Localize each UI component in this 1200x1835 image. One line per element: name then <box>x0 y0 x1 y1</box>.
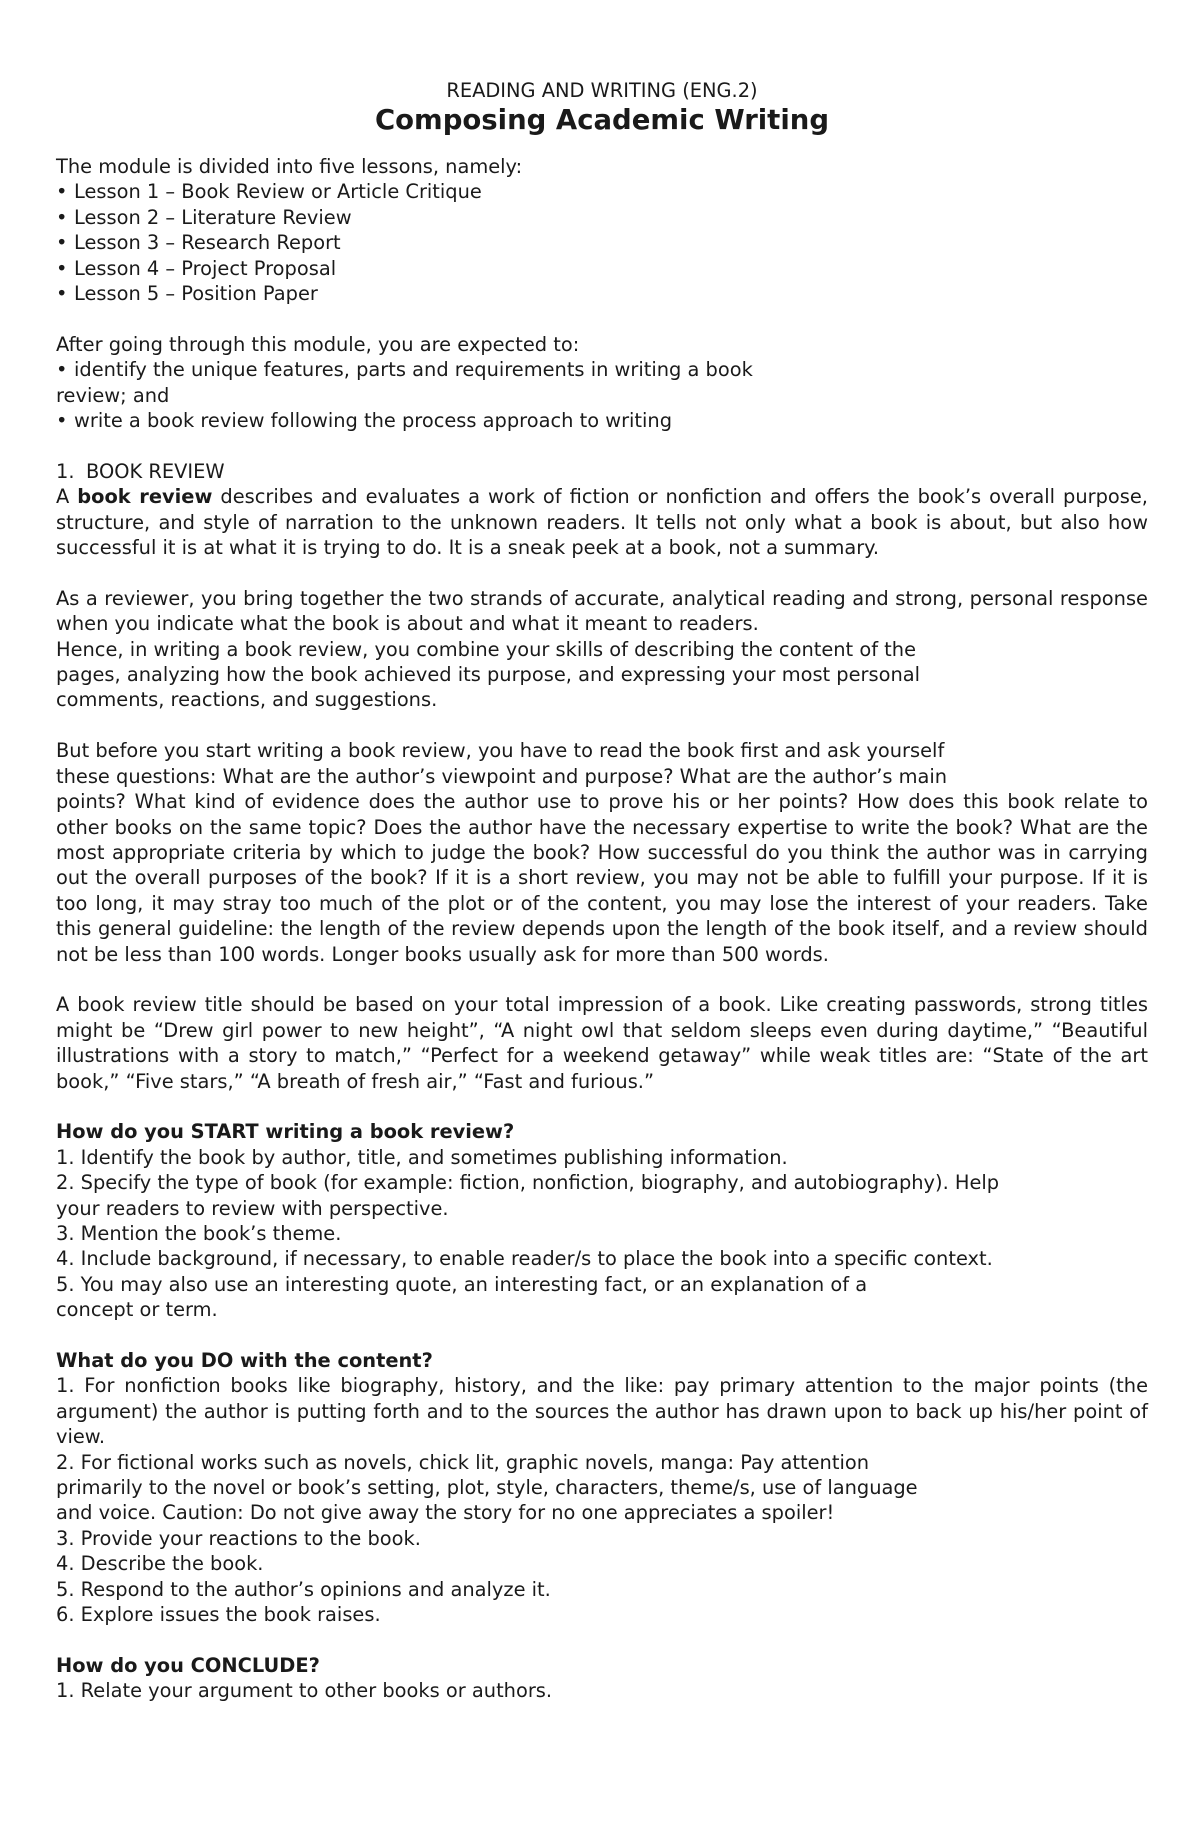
numbered-item: 3. Provide your reactions to the book. <box>56 1526 421 1550</box>
section-title: BOOK REVIEW <box>86 459 225 483</box>
title-guidelines-paragraph: A book review title should be based on your total impression of a book. Like creating passwords, strong titles might be “Drew girl power to new height”, “A night owl that seldom sleeps even during daytime,” “Beautiful illustrations with a story to match,” “Perfect for a weekend getaway” while weak titles are: “State of the art book,” “Five stars,” “A breath of fresh air,” “Fast and furious.” <box>56 993 1148 1093</box>
paragraph-text: describes and evaluates a work of fiction or nonfiction and offers the book’s overall purpose, structure, and style of narration to the unknown readers. It tells not only what a book is about, but also how successful it is at what it is trying to do. It is a sneak peek at a book, not a summary. <box>56 485 1148 560</box>
numbered-item-continued: primarily to the novel or book’s setting, plot, style, characters, theme/s, use of language <box>56 1476 918 1500</box>
numbered-item: 1. For nonfiction books like biography, history, and the like: pay primary attention to the major points (the argument) the author is putting forth and to the sources the author has drawn upon to back up his/her point of view. <box>56 1374 1148 1449</box>
start-section <box>56 1119 1148 1322</box>
numbered-item-continued: concept or term. <box>56 1298 218 1322</box>
numbered-item: 4. Describe the book. <box>56 1552 264 1576</box>
conclude-section <box>56 1653 1148 1704</box>
lesson-list-item <box>56 230 1148 255</box>
paragraph-line: these questions: What are the author’s viewpoint and purpose? What are the author’s main <box>56 764 948 788</box>
bullet-icon: • <box>56 231 68 255</box>
definition-paragraph <box>56 484 1148 560</box>
bullet-icon: • <box>56 256 68 280</box>
numbered-item: 1. Identify the book by author, title, and sometimes publishing information. <box>56 1145 788 1169</box>
lesson-list-item <box>56 256 1148 281</box>
section-heading <box>56 459 1148 484</box>
lesson-list-item <box>56 179 1148 204</box>
objectives-lead: After going through this module, you are expected to: <box>56 332 580 356</box>
objective-text-continued: review; and <box>56 383 170 407</box>
numbered-item: 2. Specify the type of book (for example: fiction, nonfiction, biography, and autobiography). Help <box>56 1171 1000 1195</box>
lesson-label: Lesson 2 – Literature Review <box>74 205 352 229</box>
numbered-item-continued: your readers to review with perspective. <box>56 1196 449 1220</box>
numbered-item: 4. Include background, if necessary, to enable reader/s to place the book into a specific context. <box>56 1247 993 1271</box>
questions-paragraph: points? What kind of evidence does the author use to prove his or her points? How does this book relate to other books on the same topic? Does the author have the necessary expertise to write the book? What are the most appropriate criteria by which to judge the book? How successful do you think the author was in carrying out the overall purposes of the book? If it is a short review, you may not be able to fulfill your purpose. If it is too long, it may stray too much of the plot or of the content, you may lose the interest of your readers. Take this general guideline: the length of the review depends upon the length of the book itself, and a review should not be less than 100 words. Longer books usually ask for more than 500 words. <box>56 790 1148 966</box>
lesson-label: Lesson 4 – Project Proposal <box>74 256 337 280</box>
objective-text: identify the unique features, parts and requirements in writing a book <box>74 358 753 382</box>
bullet-icon: • <box>56 358 68 382</box>
intro-section <box>56 154 1148 306</box>
subsection-heading: How do you START writing a book review? <box>56 1120 515 1144</box>
subsection-heading: How do you CONCLUDE? <box>56 1653 320 1677</box>
numbered-item: 5. You may also use an interesting quote, an interesting fact, or an explanation of a <box>56 1272 868 1296</box>
paragraph-line: But before you start writing a book review, you have to read the book first and ask yourself <box>56 739 945 763</box>
objective-item <box>56 408 1148 433</box>
numbered-item: 6. Explore issues the book raises. <box>56 1603 381 1627</box>
book-review-section <box>56 459 1148 1094</box>
content-section <box>56 1348 1148 1627</box>
numbered-item: 3. Mention the book’s theme. <box>56 1221 342 1245</box>
lesson-label: Lesson 1 – Book Review or Article Critique <box>74 180 482 204</box>
lesson-list-item <box>56 205 1148 230</box>
paragraph-text: A <box>56 485 78 509</box>
document-page <box>56 78 1148 1704</box>
intro-lead: The module is divided into five lessons, namely: <box>56 155 523 178</box>
bullet-icon: • <box>56 180 68 204</box>
objective-item <box>56 357 1148 382</box>
paragraph-line: pages, analyzing how the book achieved its purpose, and expressing your most personal <box>56 663 921 687</box>
bullet-icon: • <box>56 409 68 433</box>
subsection-heading: What do you DO with the content? <box>56 1348 433 1372</box>
lesson-label: Lesson 5 – Position Paper <box>74 282 318 306</box>
paragraph-line: comments, reactions, and suggestions. <box>56 688 438 712</box>
bullet-icon: • <box>56 282 68 306</box>
numbered-item: 2. For fictional works such as novels, chick lit, graphic novels, manga: Pay attention <box>56 1450 869 1474</box>
lesson-list-item <box>56 281 1148 306</box>
bullet-icon: • <box>56 205 68 229</box>
objective-text: write a book review following the process approach to writing <box>74 409 673 433</box>
paragraph-line: Hence, in writing a book review, you combine your skills of describing the content of the <box>56 637 917 661</box>
lesson-label: Lesson 3 – Research Report <box>74 231 341 255</box>
objectives-section <box>56 332 1148 434</box>
numbered-item-continued: and voice. Caution: Do not give away the story for no one appreciates a spoiler! <box>56 1501 835 1525</box>
numbered-item: 1. Relate your argument to other books or authors. <box>56 1679 553 1703</box>
term-book-review: book review <box>77 485 213 509</box>
numbered-item: 5. Respond to the author’s opinions and analyze it. <box>56 1577 551 1601</box>
section-number: 1. <box>56 459 75 483</box>
module-title: Composing Academic Writing <box>374 104 830 136</box>
reviewer-paragraph: As a reviewer, you bring together the two strands of accurate, analytical reading and strong, personal response when you indicate what the book is about and what it meant to readers. <box>56 586 1148 636</box>
course-title: READING AND WRITING (ENG.2) <box>446 79 758 102</box>
